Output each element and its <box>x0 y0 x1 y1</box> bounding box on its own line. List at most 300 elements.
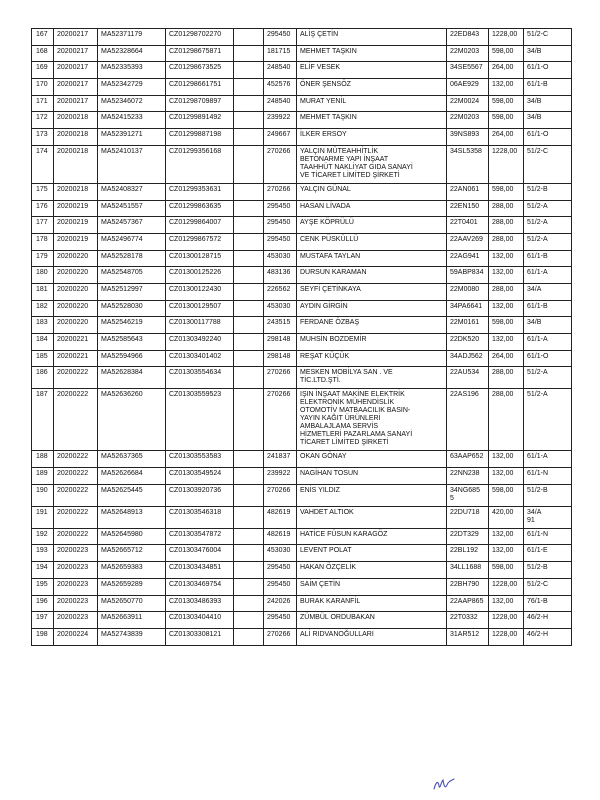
row-amount: 132,00 <box>489 250 524 267</box>
row-reference-no: CZ01298661751 <box>166 79 234 96</box>
row-code: 270266 <box>264 484 297 506</box>
row-name: ÖNER ŞENSÖZ <box>297 79 447 96</box>
row-invoice-no: MA52496774 <box>98 233 166 250</box>
row-name: SAİM ÇETİN <box>297 578 447 595</box>
row-reference-no: CZ01303404410 <box>166 612 234 629</box>
row-name: VAHDET ALTIOK <box>297 506 447 528</box>
row-invoice-no: MA52665712 <box>98 545 166 562</box>
row-blank <box>234 29 264 46</box>
row-amount: 1228,00 <box>489 628 524 645</box>
row-date: 20200220 <box>54 300 98 317</box>
row-class: 61/1-E <box>524 545 572 562</box>
row-amount: 1228,00 <box>489 29 524 46</box>
table-row <box>32 45 572 62</box>
row-reference-no: CZ01298709897 <box>166 95 234 112</box>
row-date: 20200217 <box>54 45 98 62</box>
row-code: 453030 <box>264 300 297 317</box>
row-amount: 288,00 <box>489 217 524 234</box>
row-reference-no: CZ01298702270 <box>166 29 234 46</box>
row-reference-no: CZ01303554634 <box>166 367 234 389</box>
row-date: 20200218 <box>54 145 98 183</box>
row-invoice-no: MA52585643 <box>98 334 166 351</box>
row-class: 51/2-B <box>524 484 572 506</box>
row-plate: 22AS196 <box>447 389 489 451</box>
table-row <box>32 389 572 451</box>
table-row <box>32 233 572 250</box>
row-number: 173 <box>32 129 54 146</box>
row-invoice-no: MA52451557 <box>98 200 166 217</box>
row-class: 61/1-A <box>524 267 572 284</box>
row-class: 51/2-C <box>524 29 572 46</box>
row-name: OKAN GÖNAY <box>297 451 447 468</box>
row-amount: 288,00 <box>489 283 524 300</box>
table-row <box>32 578 572 595</box>
row-name: LEVENT POLAT <box>297 545 447 562</box>
row-name: ENİS YILDIZ <box>297 484 447 506</box>
row-invoice-no: MA52546219 <box>98 317 166 334</box>
row-class: 34/B <box>524 95 572 112</box>
row-blank <box>234 545 264 562</box>
row-amount: 132,00 <box>489 595 524 612</box>
row-reference-no: CZ01299353631 <box>166 183 234 200</box>
row-plate: 22T0332 <box>447 612 489 629</box>
table-row <box>32 200 572 217</box>
row-invoice-no: MA52528178 <box>98 250 166 267</box>
table-row <box>32 79 572 96</box>
row-reference-no: CZ01303549524 <box>166 468 234 485</box>
row-plate: 22BL192 <box>447 545 489 562</box>
row-reference-no: CZ01300128715 <box>166 250 234 267</box>
row-date: 20200223 <box>54 545 98 562</box>
row-number: 174 <box>32 145 54 183</box>
row-name: ALİ RIDVANOĞULLARI <box>297 628 447 645</box>
row-invoice-no: MA52415233 <box>98 112 166 129</box>
row-plate: 34ADJ562 <box>447 350 489 367</box>
row-amount: 132,00 <box>489 300 524 317</box>
row-plate: 22DK520 <box>447 334 489 351</box>
row-reference-no: CZ01303547872 <box>166 528 234 545</box>
row-number: 190 <box>32 484 54 506</box>
row-name: HATİCE FÜSUN KARAGÖZ <box>297 528 447 545</box>
row-plate: 22DU718 <box>447 506 489 528</box>
table-row <box>32 95 572 112</box>
row-plate: 22M0203 <box>447 112 489 129</box>
row-class: 51/2-A <box>524 389 572 451</box>
row-reference-no: CZ01300117788 <box>166 317 234 334</box>
table-row <box>32 129 572 146</box>
row-name: AYDIN GİRGİN <box>297 300 447 317</box>
row-date: 20200223 <box>54 595 98 612</box>
row-reference-no: CZ01303434851 <box>166 562 234 579</box>
row-reference-no: CZ01299867572 <box>166 233 234 250</box>
row-code: 270266 <box>264 183 297 200</box>
table-row <box>32 62 572 79</box>
row-code: 270266 <box>264 367 297 389</box>
table-row <box>32 334 572 351</box>
row-number: 188 <box>32 451 54 468</box>
row-code: 453030 <box>264 545 297 562</box>
row-code: 270266 <box>264 389 297 451</box>
row-reference-no: CZ01300125226 <box>166 267 234 284</box>
row-blank <box>234 484 264 506</box>
row-date: 20200223 <box>54 562 98 579</box>
row-name: MURAT YENİL <box>297 95 447 112</box>
table-row <box>32 145 572 183</box>
row-name: ZÜMBÜL ORDUBAKAN <box>297 612 447 629</box>
row-invoice-no: MA52594966 <box>98 350 166 367</box>
row-invoice-no: MA52548705 <box>98 267 166 284</box>
row-invoice-no: MA52512997 <box>98 283 166 300</box>
row-blank <box>234 217 264 234</box>
row-class: 51/2-B <box>524 183 572 200</box>
row-class: 61/1-O <box>524 62 572 79</box>
row-class: 61/1-N <box>524 468 572 485</box>
table-row <box>32 562 572 579</box>
row-amount: 598,00 <box>489 183 524 200</box>
row-invoice-no: MA52637365 <box>98 451 166 468</box>
row-blank <box>234 145 264 183</box>
row-plate: 22AAV269 <box>447 233 489 250</box>
row-reference-no: CZ01303546318 <box>166 506 234 528</box>
row-class: 61/1-B <box>524 79 572 96</box>
row-reference-no: CZ01299863635 <box>166 200 234 217</box>
row-plate: 63AAP652 <box>447 451 489 468</box>
row-date: 20200220 <box>54 283 98 300</box>
row-reference-no: CZ01303308121 <box>166 628 234 645</box>
row-plate: 22ED843 <box>447 29 489 46</box>
row-amount: 598,00 <box>489 112 524 129</box>
row-number: 171 <box>32 95 54 112</box>
row-date: 20200224 <box>54 628 98 645</box>
row-date: 20200219 <box>54 200 98 217</box>
table-row <box>32 283 572 300</box>
table-row <box>32 217 572 234</box>
row-number: 187 <box>32 389 54 451</box>
row-date: 20200221 <box>54 334 98 351</box>
row-class: 61/1-N <box>524 528 572 545</box>
row-name: MUHSİN BOZDEMİR <box>297 334 447 351</box>
row-plate: 22AU534 <box>447 367 489 389</box>
row-date: 20200220 <box>54 317 98 334</box>
row-name: BURAK KARANFİL <box>297 595 447 612</box>
row-date: 20200217 <box>54 62 98 79</box>
row-number: 192 <box>32 528 54 545</box>
row-number: 193 <box>32 545 54 562</box>
row-blank <box>234 79 264 96</box>
row-blank <box>234 528 264 545</box>
row-invoice-no: MA52391271 <box>98 129 166 146</box>
row-code: 482619 <box>264 528 297 545</box>
table-row <box>32 545 572 562</box>
row-invoice-no: MA52636260 <box>98 389 166 451</box>
row-amount: 288,00 <box>489 233 524 250</box>
row-reference-no: CZ01300129507 <box>166 300 234 317</box>
row-code: 242026 <box>264 595 297 612</box>
row-class: 46/2-H <box>524 612 572 629</box>
row-blank <box>234 250 264 267</box>
row-number: 182 <box>32 300 54 317</box>
row-plate: 34LL1688 <box>447 562 489 579</box>
row-plate: 39NS893 <box>447 129 489 146</box>
row-plate: 22M0080 <box>447 283 489 300</box>
row-date: 20200220 <box>54 250 98 267</box>
row-plate: 22M0161 <box>447 317 489 334</box>
row-blank <box>234 300 264 317</box>
row-invoice-no: MA52659383 <box>98 562 166 579</box>
row-name: ELİF VESEK <box>297 62 447 79</box>
row-reference-no: CZ01298673525 <box>166 62 234 79</box>
row-number: 195 <box>32 578 54 595</box>
row-date: 20200220 <box>54 267 98 284</box>
row-invoice-no: MA52628384 <box>98 367 166 389</box>
row-code: 483136 <box>264 267 297 284</box>
row-invoice-no: MA52743839 <box>98 628 166 645</box>
row-date: 20200222 <box>54 389 98 451</box>
row-reference-no: CZ01303476004 <box>166 545 234 562</box>
row-number: 167 <box>32 29 54 46</box>
row-code: 295450 <box>264 233 297 250</box>
row-class: 61/1-B <box>524 250 572 267</box>
row-number: 197 <box>32 612 54 629</box>
row-amount: 132,00 <box>489 334 524 351</box>
row-blank <box>234 595 264 612</box>
row-code: 295450 <box>264 200 297 217</box>
table-row <box>32 451 572 468</box>
row-number: 198 <box>32 628 54 645</box>
row-amount: 1228,00 <box>489 612 524 629</box>
row-reference-no: CZ01299864007 <box>166 217 234 234</box>
row-invoice-no: MA52625445 <box>98 484 166 506</box>
row-blank <box>234 183 264 200</box>
row-reference-no: CZ01303469754 <box>166 578 234 595</box>
row-amount: 598,00 <box>489 95 524 112</box>
table-row <box>32 267 572 284</box>
row-blank <box>234 112 264 129</box>
row-blank <box>234 317 264 334</box>
row-code: 453030 <box>264 250 297 267</box>
row-amount: 598,00 <box>489 317 524 334</box>
row-number: 183 <box>32 317 54 334</box>
row-name: MEHMET TAŞKIN <box>297 45 447 62</box>
row-number: 184 <box>32 334 54 351</box>
row-name: ALİŞ ÇETİN <box>297 29 447 46</box>
row-amount: 132,00 <box>489 451 524 468</box>
row-invoice-no: MA52328664 <box>98 45 166 62</box>
row-reference-no: CZ01303553583 <box>166 451 234 468</box>
row-amount: 132,00 <box>489 528 524 545</box>
row-name: MUSTAFA TAYLAN <box>297 250 447 267</box>
signature-mark-icon <box>432 776 458 792</box>
row-number: 180 <box>32 267 54 284</box>
row-code: 298148 <box>264 350 297 367</box>
row-class: 34/B <box>524 317 572 334</box>
row-reference-no: CZ01303492240 <box>166 334 234 351</box>
row-name: REŞAT KÜÇÜK <box>297 350 447 367</box>
row-number: 170 <box>32 79 54 96</box>
row-name: SEYFİ ÇETİNKAYA <box>297 283 447 300</box>
row-name: MEHMET TAŞKIN <box>297 112 447 129</box>
row-class: 76/1-B <box>524 595 572 612</box>
row-number: 175 <box>32 183 54 200</box>
row-reference-no: CZ01299887198 <box>166 129 234 146</box>
row-amount: 264,00 <box>489 350 524 367</box>
row-amount: 264,00 <box>489 129 524 146</box>
row-code: 270266 <box>264 145 297 183</box>
row-plate: 22BH790 <box>447 578 489 595</box>
row-date: 20200219 <box>54 217 98 234</box>
row-invoice-no: MA52410137 <box>98 145 166 183</box>
row-amount: 288,00 <box>489 200 524 217</box>
row-date: 20200222 <box>54 528 98 545</box>
row-reference-no: CZ01303401402 <box>166 350 234 367</box>
row-date: 20200223 <box>54 578 98 595</box>
row-reference-no: CZ01303920736 <box>166 484 234 506</box>
row-name: YALÇIN MÜTEAHHİTLİK BETONARME YAPI İNŞAAT TAAHHÜT NAKLİYAT GIDA SANAYİ VE TİCARET LİMİTED ŞİRKETİ <box>297 145 447 183</box>
row-plate: 59ABP834 <box>447 267 489 284</box>
row-name: MESKEN MOBİLYA SAN . VE TİC.LTD.ŞTİ. <box>297 367 447 389</box>
row-plate: 22M0024 <box>447 95 489 112</box>
row-date: 20200218 <box>54 183 98 200</box>
row-date: 20200219 <box>54 233 98 250</box>
row-date: 20200217 <box>54 29 98 46</box>
table-row <box>32 112 572 129</box>
table-row <box>32 317 572 334</box>
row-plate: 34SL5358 <box>447 145 489 183</box>
row-class: 51/2-A <box>524 367 572 389</box>
row-blank <box>234 129 264 146</box>
row-class: 46/2-H <box>524 628 572 645</box>
row-amount: 264,00 <box>489 62 524 79</box>
row-code: 243515 <box>264 317 297 334</box>
row-plate: 22AAP865 <box>447 595 489 612</box>
row-invoice-no: MA52371179 <box>98 29 166 46</box>
row-reference-no: CZ01303486393 <box>166 595 234 612</box>
row-number: 179 <box>32 250 54 267</box>
row-amount: 598,00 <box>489 484 524 506</box>
row-code: 248540 <box>264 95 297 112</box>
table-row <box>32 367 572 389</box>
row-code: 295450 <box>264 29 297 46</box>
row-plate: 22M0203 <box>447 45 489 62</box>
row-plate: 34NG685 5 <box>447 484 489 506</box>
row-number: 194 <box>32 562 54 579</box>
row-code: 270266 <box>264 628 297 645</box>
row-amount: 288,00 <box>489 389 524 451</box>
row-invoice-no: MA52346072 <box>98 95 166 112</box>
row-date: 20200222 <box>54 451 98 468</box>
row-blank <box>234 367 264 389</box>
row-blank <box>234 628 264 645</box>
row-invoice-no: MA52528030 <box>98 300 166 317</box>
row-blank <box>234 62 264 79</box>
row-plate: 22T0401 <box>447 217 489 234</box>
row-code: 295450 <box>264 217 297 234</box>
row-plate: 22AG941 <box>447 250 489 267</box>
row-class: 51/2-C <box>524 578 572 595</box>
row-blank <box>234 334 264 351</box>
row-name: HAKAN ÖZÇELİK <box>297 562 447 579</box>
row-code: 226562 <box>264 283 297 300</box>
row-amount: 288,00 <box>489 367 524 389</box>
row-code: 239922 <box>264 112 297 129</box>
row-class: 61/1-O <box>524 350 572 367</box>
row-invoice-no: MA52645980 <box>98 528 166 545</box>
row-amount: 598,00 <box>489 562 524 579</box>
row-invoice-no: MA52650770 <box>98 595 166 612</box>
row-number: 172 <box>32 112 54 129</box>
row-date: 20200222 <box>54 468 98 485</box>
row-class: 34/B <box>524 112 572 129</box>
row-name: CENK PÜSKÜLLÜ <box>297 233 447 250</box>
table-row <box>32 628 572 645</box>
row-number: 177 <box>32 217 54 234</box>
row-reference-no: CZ01300122430 <box>166 283 234 300</box>
row-invoice-no: MA52408327 <box>98 183 166 200</box>
row-class: 34/A <box>524 283 572 300</box>
row-number: 168 <box>32 45 54 62</box>
row-blank <box>234 95 264 112</box>
table-row <box>32 506 572 528</box>
table-row <box>32 484 572 506</box>
row-amount: 132,00 <box>489 468 524 485</box>
row-code: 248540 <box>264 62 297 79</box>
row-date: 20200217 <box>54 79 98 96</box>
row-class: 61/1-B <box>524 300 572 317</box>
row-number: 185 <box>32 350 54 367</box>
records-table <box>31 28 572 646</box>
row-amount: 1228,00 <box>489 145 524 183</box>
table-row <box>32 29 572 46</box>
row-date: 20200222 <box>54 367 98 389</box>
row-blank <box>234 578 264 595</box>
row-plate: 31AR512 <box>447 628 489 645</box>
row-reference-no: CZ01303559523 <box>166 389 234 451</box>
row-code: 295450 <box>264 578 297 595</box>
row-name: HASAN LİVADA <box>297 200 447 217</box>
row-invoice-no: MA52335393 <box>98 62 166 79</box>
row-amount: 132,00 <box>489 545 524 562</box>
records-table-body <box>32 29 572 646</box>
row-code: 239922 <box>264 468 297 485</box>
row-number: 189 <box>32 468 54 485</box>
table-row <box>32 595 572 612</box>
row-blank <box>234 389 264 451</box>
row-reference-no: CZ01299891492 <box>166 112 234 129</box>
row-blank <box>234 233 264 250</box>
row-class: 61/1-A <box>524 334 572 351</box>
row-code: 241837 <box>264 451 297 468</box>
row-invoice-no: MA52626684 <box>98 468 166 485</box>
row-date: 20200221 <box>54 350 98 367</box>
row-code: 452576 <box>264 79 297 96</box>
row-code: 298148 <box>264 334 297 351</box>
row-plate: 34PA6641 <box>447 300 489 317</box>
row-plate: 22NN238 <box>447 468 489 485</box>
row-number: 196 <box>32 595 54 612</box>
row-blank <box>234 451 264 468</box>
row-plate: 22DT329 <box>447 528 489 545</box>
row-invoice-no: MA52648913 <box>98 506 166 528</box>
row-plate: 34SE5567 <box>447 62 489 79</box>
row-invoice-no: MA52663911 <box>98 612 166 629</box>
row-class: 51/2-C <box>524 145 572 183</box>
row-name: DURSUN KARAMAN <box>297 267 447 284</box>
table-row <box>32 612 572 629</box>
row-name: YALÇIN GÜNAL <box>297 183 447 200</box>
row-code: 295450 <box>264 562 297 579</box>
row-name: İLKER ERSOY <box>297 129 447 146</box>
row-code: 249667 <box>264 129 297 146</box>
